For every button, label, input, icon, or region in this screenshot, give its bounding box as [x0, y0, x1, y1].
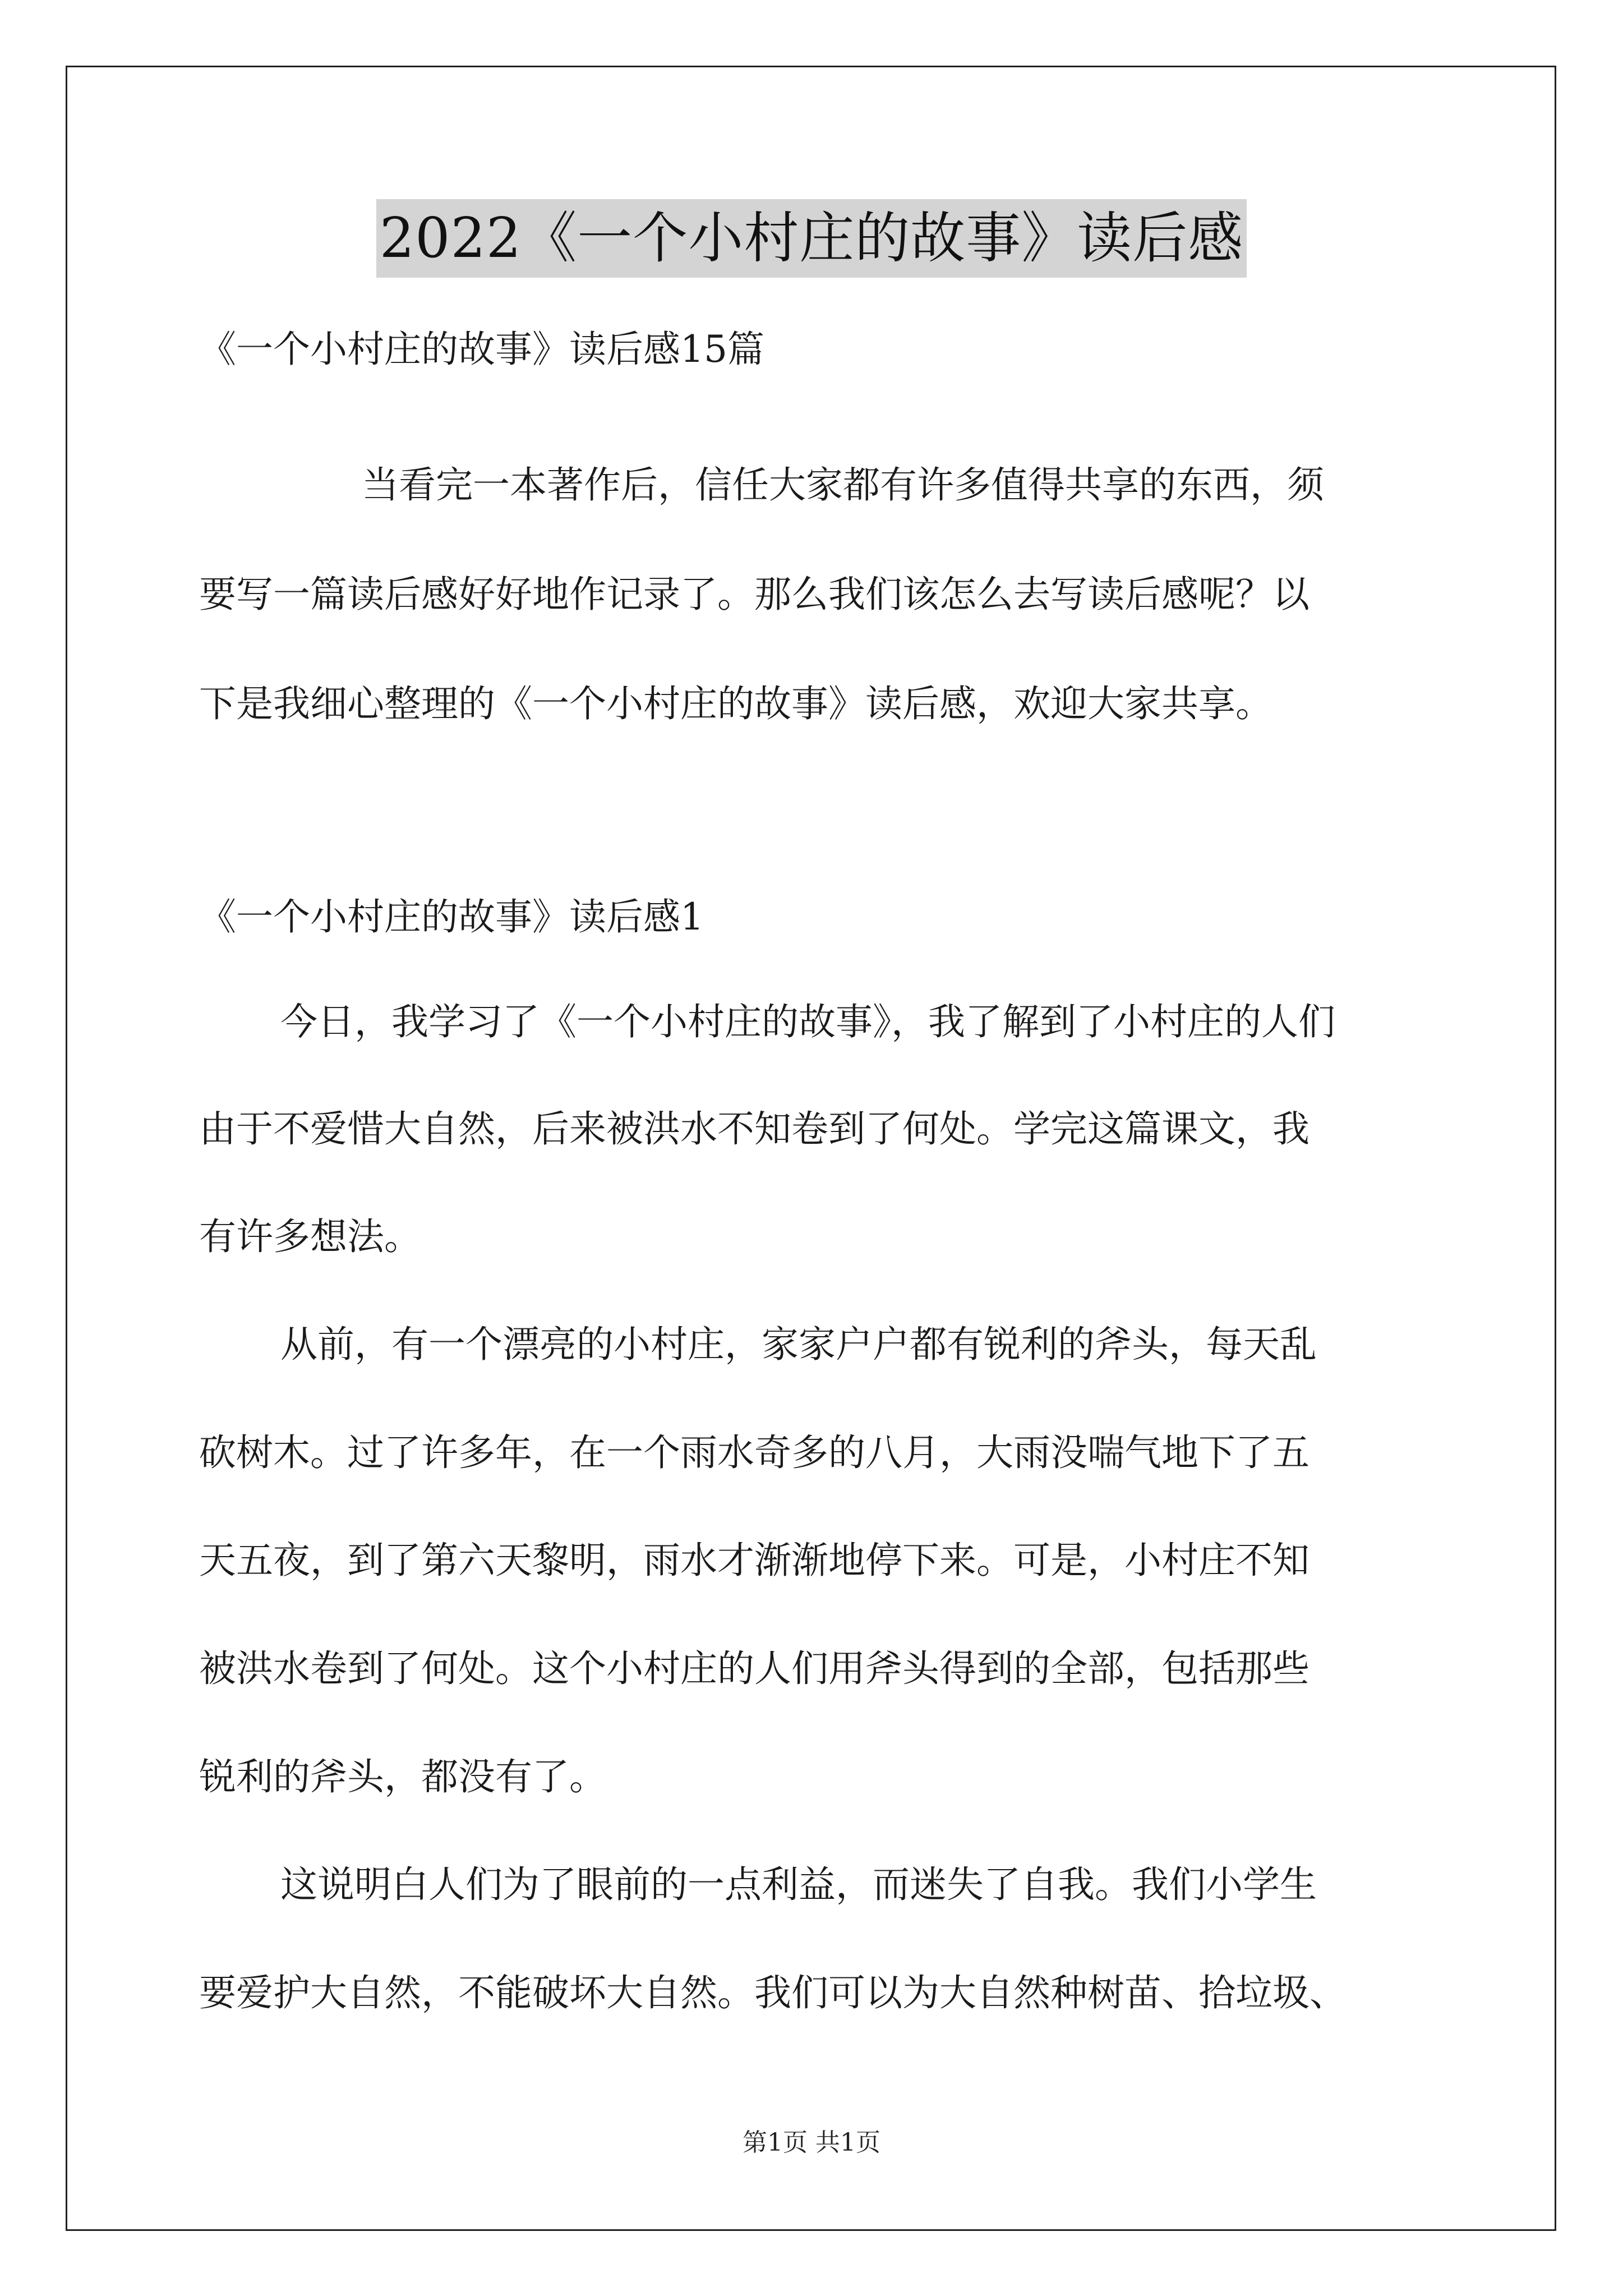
page-footer: 第1页 共1页 — [743, 2128, 880, 2157]
intro-line-1: 当看完一本著作后，信任大家都有许多值得共享的东西，须 — [362, 463, 1324, 507]
paragraph2-line-2: 砍树木。过了许多年，在一个雨水奇多的八月，大雨没喘气地下了五 — [199, 1431, 1310, 1474]
paragraph3-line-2: 要爱护大自然，不能破坏大自然。我们可以为大自然种树苗、拾垃圾、 — [199, 1971, 1347, 2014]
paragraph1-line-1: 今日，我学习了《一个小村庄的故事》，我了解到了小村庄的人们 — [280, 1000, 1335, 1043]
title-container — [0, 199, 1623, 278]
paragraph1-line-3: 有许多想法。 — [199, 1215, 421, 1258]
document-subtitle: 《一个小村庄的故事》读后感15篇 — [199, 328, 764, 371]
paragraph2-line-3: 天五夜，到了第六天黎明，雨水才渐渐地停下来。可是，小村庄不知 — [199, 1539, 1310, 1582]
paragraph2-line-4: 被洪水卷到了何处。这个小村庄的人们用斧头得到的全部，包括那些 — [199, 1647, 1310, 1690]
document-title: 2022《一个小村庄的故事》读后感 — [376, 199, 1247, 278]
paragraph2-line-1: 从前，有一个漂亮的小村庄，家家户户都有锐利的斧头，每天乱 — [280, 1323, 1317, 1366]
intro-line-2: 要写一篇读后感好好地作记录了。那么我们该怎么去写读后感呢？以 — [199, 573, 1310, 616]
paragraph1-line-2: 由于不爱惜大自然，后来被洪水不知卷到了何处。学完这篇课文，我 — [199, 1107, 1310, 1151]
section-heading: 《一个小村庄的故事》读后感1 — [199, 895, 704, 938]
intro-line-3: 下是我细心整理的《一个小村庄的故事》读后感，欢迎大家共享。 — [199, 682, 1272, 725]
paragraph3-line-1: 这说明白人们为了眼前的一点利益，而迷失了自我。我们小学生 — [280, 1863, 1317, 1906]
paragraph2-line-5: 锐利的斧头，都没有了。 — [199, 1755, 606, 1798]
